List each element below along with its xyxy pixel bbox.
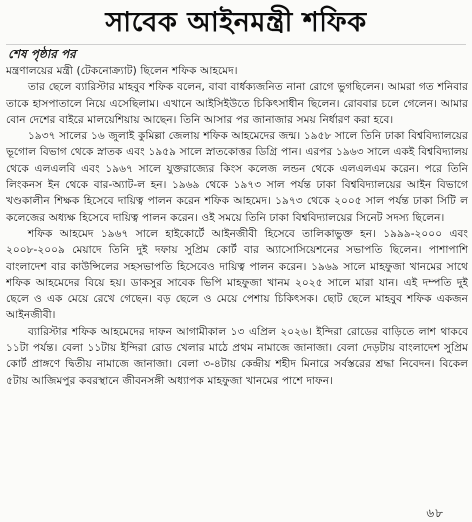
continued-from-label: শেষ পৃষ্ঠার পর [8, 47, 76, 61]
article-paragraph-3: ১৯৩৭ সালের ১৬ জুলাই কুমিল্লা জেলায় শফিক আহমেদের জন্ম। ১৯৫৮ সালে তিনি ঢাকা বিশ্ববিদ্যালয়ের ভূগোল বিভাগ থেকে স্নাতক এবং ১৯৫৯ সালে স্নাতকোত্তর ডিগ্রি পান। এরপর ১৯৬৩ সালে একই বিশ্ববিদ্যালয় থেকে এলএলবি এবং ১৯৬৭ সালে যুক্তরাজ্যের কিংস কলেজ লন্ডন থেকে এলএলএম করেন। পরে তিনি লিংকনস ইন থেকে বার-অ্যাট-ল হন। ১৯৬৯ থেকে ১৯৭৩ সাল পর্যন্ত ঢাকা বিশ্ববিদ্যালয়ের আইন বিভাগে খণ্ডকালীন শিক্ষক হিসেবে দায়িত্ব পালন করেন শফিক আহমেদ। ১৯৭৩ থেকে ২০০৫ সাল পর্যন্ত ঢাকা সিটি ল কলেজের অধ্যক্ষ হিসেবে দায়িত্ব পালন করেন। ওই সময়ে তিনি ঢাকা বিশ্ববিদ্যালয়ের সিনেট সদস্য ছিলেন। [6, 130, 468, 224]
headline: সাবেক আইনমন্ত্রী শফিক [105, 7, 367, 38]
page-footer-fragment: ৬৮ [426, 506, 444, 520]
article-body [6, 63, 468, 503]
article-paragraph-2: তার ছেলে ব্যারিস্টার মাহবুব শফিক বলেন, বাবা বার্ধক্যজনিত নানা রোগে ভুগছিলেন। আমরা গত শনিবার তাকে হাসপাতালে নিয়ে এসেছিলাম। এখানে আইসিইউতে চিকিৎসাধীন ছিলেন। রোববার চলে গেলেন। আমার বোন দেশের বাইরে মালয়েশিয়ায় আছেন। তিনি আসার পর জানাজার সময় নির্ধারণ করা হবে। [6, 81, 468, 126]
headline-divider [6, 44, 466, 45]
article-paragraph-4: শফিক আহমেদ ১৯৬৭ সালে হাইকোর্টে আইনজীবী হিসেবে তালিকাভুক্ত হন। ১৯৯৯-২০০০ এবং ২০০৮-২০০৯ মেয়াদে তিনি দুই দফায় সুপ্রিম কোর্ট বার অ্যাসোসিয়েশনের সভাপতি ছিলেন। পাশাপাশি বাংলাদেশ বার কাউন্সিলের সহসভাপতি হিসেবেও দায়িত্ব পালন করেন। ১৯৬৯ সালে মাহফুজা খানমের সাথে শফিক আহমেদের বিয়ে হয়। ডাকসুর সাবেক ভিপি মাহফুজা খানম ২০২৫ সালে মারা যান। এই দম্পতি দুই ছেলে ও এক মেয়ে রেখে গেছেন। বড় ছেলে ও মেয়ে পেশায় চিকিৎসক। ছোট ছেলে মাহবুব শফিক একজন আইনজীবী। [6, 227, 468, 322]
article-paragraph-5: ব্যারিস্টার শফিক আহমেদের দাফন আগামীকাল ১৩ এপ্রিল ২০২৬। ইন্দিরা রোডের বাড়িতে লাশ থাকবে ১১টা পর্যন্ত। বেলা ১১টায় ইন্দিরা রোড খেলার মাঠে প্রথম নামাজে জানাজা। বেলা দেড়টায় বাংলাদেশ সুপ্রিম কোর্ট প্রাঙ্গণে দ্বিতীয় নামাজে জানাজা। বেলা ৩-৪টায় কেন্দ্রীয় শহীদ মিনারে সর্বস্তরের শ্রদ্ধা নিবেদন। বিকেল ৫টায় আজিমপুর কবরস্থানে জীবনসঙ্গী অধ্যাপক মাহফুজা খানমের পাশে দাফন। [6, 325, 468, 387]
article-paragraph-1: মন্ত্রণালয়ের মন্ত্রী (টেকনোক্র্যাট) ছিলেন শফিক আহমেদ। [6, 65, 238, 77]
